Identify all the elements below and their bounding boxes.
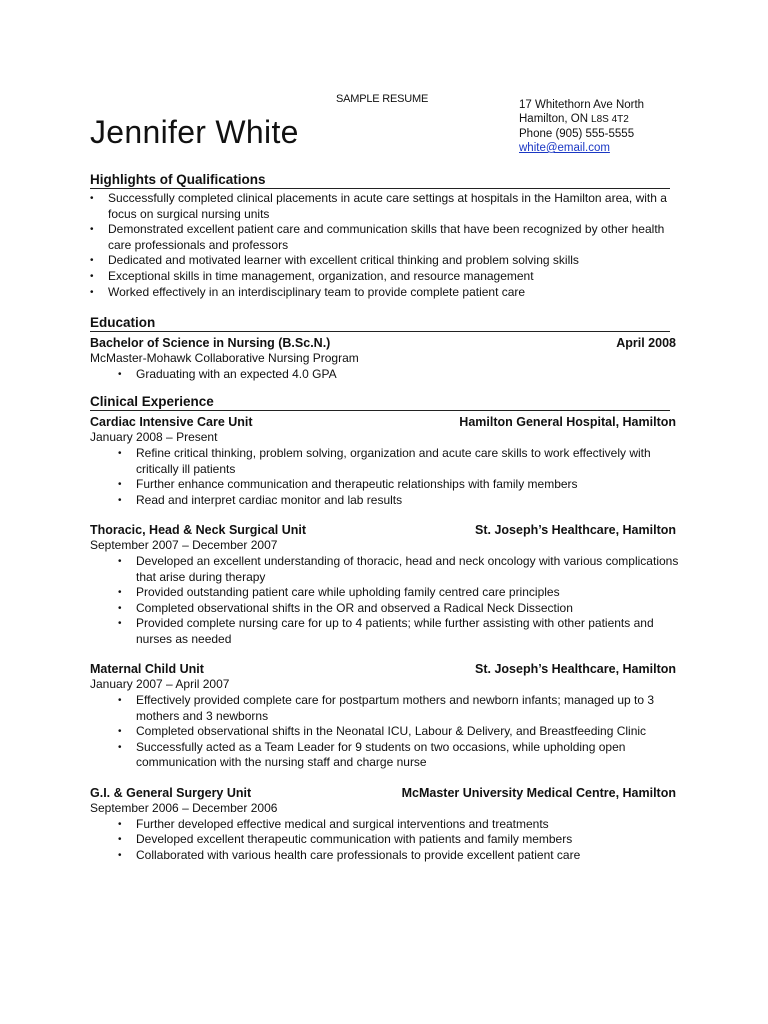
sample-resume-label: SAMPLE RESUME (336, 93, 429, 105)
job-duties (90, 446, 680, 508)
job-place: St. Joseph’s Healthcare, Hamilton (475, 662, 676, 677)
contact-block (519, 98, 644, 155)
list-item: • Demonstrated excellent patient care and communication skills that have been recognized by other health care professionals and professors (90, 222, 680, 253)
list-item: • Completed observational shifts in the Neonatal ICU, Labour & Delivery, and Breastfeeding Clinic (90, 724, 680, 740)
list-item: • Exceptional skills in time management, organization, and resource management (90, 269, 680, 285)
job-duties (90, 554, 680, 648)
candidate-name: Jennifer White (90, 114, 299, 150)
clinical-section (90, 394, 680, 863)
list-item: • Collaborated with various health care professionals to provide excellent patient care (90, 848, 680, 864)
program: McMaster-Mohawk Collaborative Nursing Program (90, 351, 359, 366)
job-dates: September 2007 – December 2007 (90, 538, 278, 553)
list-item: • Completed observational shifts in the OR and observed a Radical Neck Dissection (90, 601, 680, 617)
job-header (90, 785, 676, 801)
address-line: 17 Whitethorn Ave North (519, 99, 645, 111)
job-unit: Cardiac Intensive Care Unit (90, 415, 253, 430)
list-item: • Read and interpret cardiac monitor and lab results (90, 493, 680, 509)
email-link[interactable]: white@email.com (519, 142, 610, 154)
degree: Bachelor of Science in Nursing (B.Sc.N.) (90, 336, 331, 351)
list-item: • Worked effectively in an interdisciplinary team to provide complete patient care (90, 285, 680, 301)
job-place: Hamilton General Hospital, Hamilton (459, 415, 676, 430)
job-dates: January 2007 – April 2007 (90, 677, 230, 692)
job-unit: Thoracic, Head & Neck Surgical Unit (90, 523, 307, 538)
list-item: • Further developed effective medical and surgical interventions and treatments (90, 817, 680, 833)
address-city-line (519, 112, 644, 127)
job-header (90, 414, 676, 430)
phone: Phone (905) 555-5555 (519, 128, 635, 140)
job-place: St. Joseph’s Healthcare, Hamilton (475, 523, 676, 538)
clinical-title: Clinical Experience (90, 394, 670, 411)
highlights-list (90, 191, 680, 300)
job-entry (90, 522, 680, 647)
job-entry (90, 785, 680, 863)
education-row (90, 335, 676, 351)
list-item: • Graduating with an expected 4.0 GPA (90, 367, 680, 383)
job-entry (90, 661, 680, 771)
list-item: • Developed excellent therapeutic communication with patients and family members (90, 832, 680, 848)
education-section (90, 315, 680, 382)
list-item: • Effectively provided complete care for postpartum mothers and newborn infants; managed up to 3 mothers and 3 newborns (90, 693, 680, 724)
job-duties (90, 817, 680, 864)
list-item: • Provided complete nursing care for up to 4 patients; while further assisting with other patients and nurses as needed (90, 616, 680, 647)
job-header (90, 661, 676, 677)
list-item: • Provided outstanding patient care while upholding family centred care principles (90, 585, 680, 601)
list-item: • Refine critical thinking, problem solving, organization and acute care skills to work effectively with critically ill patients (90, 446, 680, 477)
resume-content (90, 172, 680, 863)
degree-date: April 2008 (616, 336, 676, 351)
list-item: • Dedicated and motivated learner with excellent critical thinking and problem solving skills (90, 253, 680, 269)
job-duties (90, 693, 680, 771)
job-dates: January 2008 – Present (90, 430, 218, 445)
address-city: Hamilton, ON (519, 113, 589, 125)
education-title: Education (90, 315, 670, 332)
job-entry (90, 414, 680, 508)
job-unit: Maternal Child Unit (90, 662, 204, 677)
job-unit: G.I. & General Surgery Unit (90, 786, 252, 801)
highlights-section (90, 172, 680, 300)
address-postal: L8S 4T2 (591, 114, 629, 125)
job-header (90, 522, 676, 538)
education-list (90, 367, 680, 383)
list-item: • Further enhance communication and therapeutic relationships with family members (90, 477, 680, 493)
list-item: • Successfully completed clinical placements in acute care settings at hospitals in the Hamilton area, with a focus on surgical nursing units (90, 191, 680, 222)
job-dates: September 2006 – December 2006 (90, 801, 278, 816)
list-item: • Developed an excellent understanding of thoracic, head and neck oncology with various complications that arise during therapy (90, 554, 680, 585)
highlights-title: Highlights of Qualifications (90, 172, 670, 189)
list-item: • Successfully acted as a Team Leader for 9 students on two occasions, while upholding open communication with the nursing staff and charge nurse (90, 740, 680, 771)
job-place: McMaster University Medical Centre, Hamilton (401, 786, 676, 801)
